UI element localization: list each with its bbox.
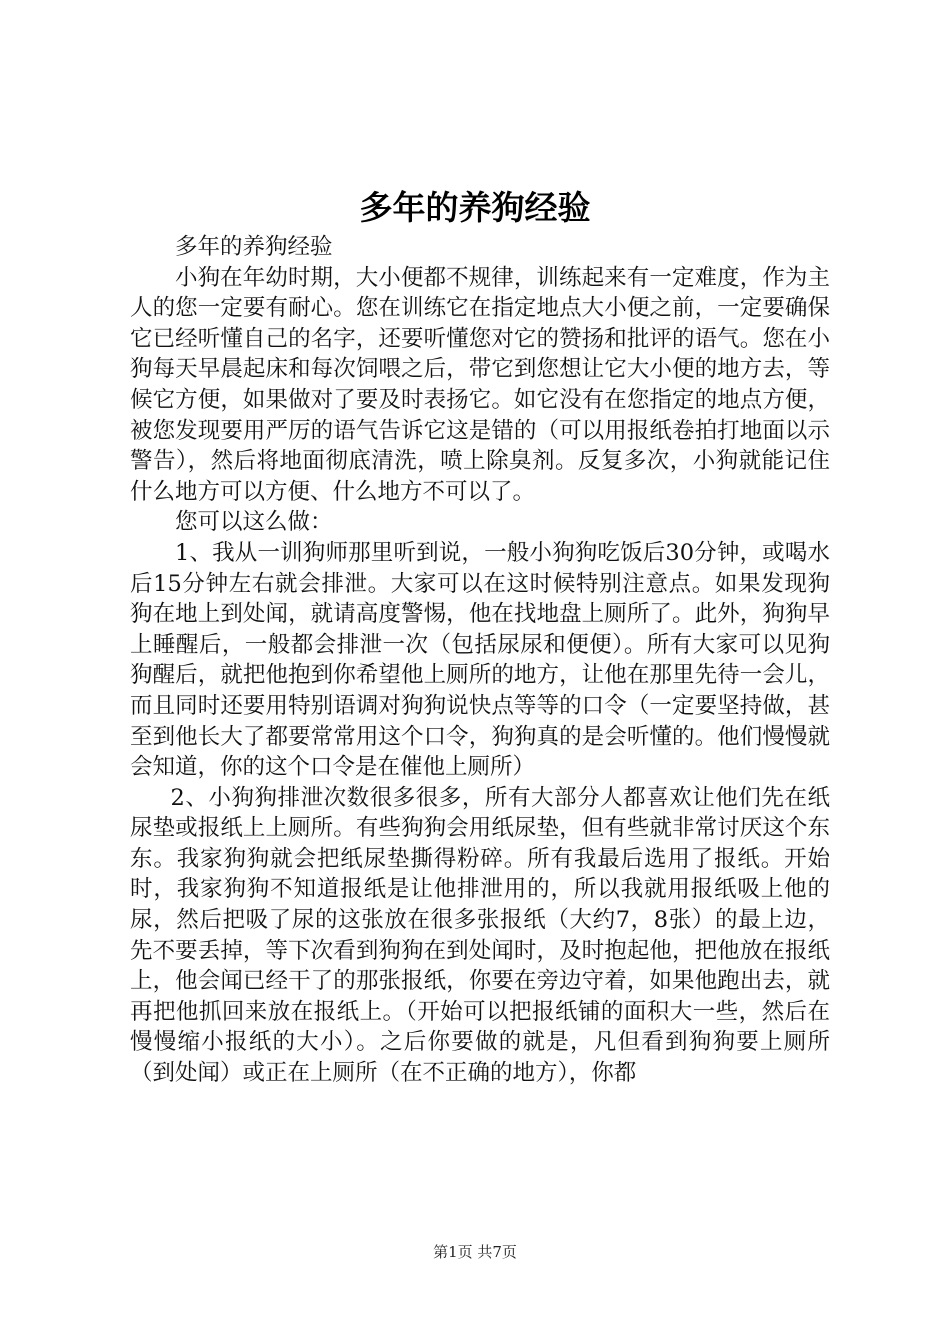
document-title: 多年的养狗经验 <box>359 188 591 227</box>
subtitle-paragraph: 多年的养狗经验 <box>175 234 333 260</box>
intro-paragraph: 小狗在年幼时期，大小便都不规律，训练起来有一定难度，作为主人的您一定要有耐心。您在训练它在指定地点大小便之前，一定要确保它已经听懂自己的名字，还要听懂您对它的赞扬和批评的语气。您在小狗每天早晨起床和每次饲喂之后，带它到您想让它大小便的地方去，等候它方便，如果做对了要及时表扬它。如它没有在您指定的地点方便，被您发现要用严厉的语气告诉它这是错的（可以用报纸卷拍打地面以示警告），然后将地面彻底清洗，喷上除臭剂。反复多次，小狗就能记住什么地方可以方便、什么地方不可以了。 <box>130 264 830 505</box>
tip-1-paragraph: 1、我从一训狗师那里听到说，一般小狗狗吃饭后30分钟，或喝水后15分钟左右就会排泄。大家可以在这时候特别注意点。如果发现狗狗在地上到处闻，就请高度警惕，他在找地盘上厕所了。此外，狗狗早上睡醒后，一般都会排泄一次（包括尿尿和便便）。所有大家可以见狗狗醒后，就把他抱到你希望他上厕所的地方，让他在那里先待一会儿，而且同时还要用特别语调对狗狗说快点等等的口令（一定要坚持做，甚至到他长大了都要常常用这个口令，狗狗真的是会听懂的。他们慢慢就会知道，你的这个口令是在催他上厕所） <box>130 539 830 781</box>
page-footer: 第1页 共7页 <box>433 1243 517 1261</box>
tip-2-paragraph: 2、小狗狗排泄次数很多很多，所有大部分人都喜欢让他们先在纸尿垫或报纸上上厕所。有些狗狗会用纸尿垫，但有些就非常讨厌这个东东。我家狗狗就会把纸尿垫撕得粉碎。所有我最后选用了报纸。开始时，我家狗狗不知道报纸是让他排泄用的，所以我就用报纸吸上他的尿，然后把吸了尿的这张放在很多张报纸（大约7，8张）的最上边，先不要丢掉，等下次看到狗狗在到处闻时，及时抱起他，把他放在报纸上，他会闻已经干了的那张报纸，你要在旁边守着，如果他跑出去，就再把他抓回来放在报纸上。（开始可以把报纸铺的面积大一些，然后在慢慢缩小报纸的大小）。之后你要做的就是，凡但看到狗狗要上厕所（到处闻）或正在上厕所（在不正确的地方），你都 <box>130 784 830 1087</box>
document-body <box>130 232 830 1089</box>
howto-heading: 您可以这么做： <box>175 509 333 536</box>
